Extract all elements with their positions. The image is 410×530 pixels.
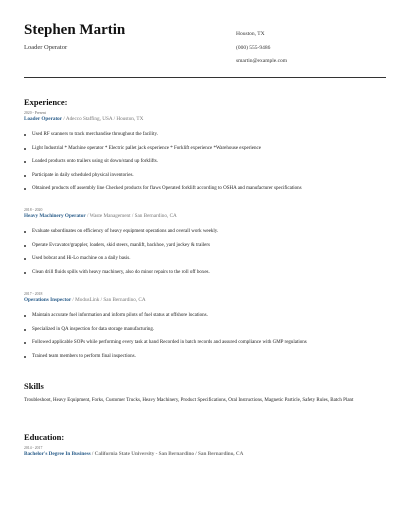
contact-block	[236, 28, 287, 69]
list-item: Followed applicable SOPs while performing every task at hand Recorded in batch records and assured compliance with GMP regulations	[24, 340, 386, 346]
job-dates: 2020 - Present	[24, 111, 46, 115]
job-role	[24, 213, 386, 220]
education-dates: 2014 - 2017	[24, 446, 43, 450]
contact-location: Houston, TX	[236, 31, 265, 37]
candidate-name: Stephen Martin	[24, 22, 126, 38]
skills-heading: Skills	[24, 381, 44, 391]
list-item: Obtained products off assembly line Checked products for flaws Operated forklift according to OSHA and manufacturer specifications	[24, 186, 386, 192]
job-org: / ModusLink / San Bernardino, CA	[71, 297, 146, 303]
list-item: Specialized in QA inspection for data storage manufacturing.	[24, 327, 386, 333]
list-item: Loaded products onto trailers using sit down/stand up forklifts.	[24, 159, 386, 165]
candidate-title: Loader Operator	[24, 44, 68, 51]
experience-heading: Experience:	[24, 97, 68, 107]
education-role	[24, 451, 386, 458]
job-position: Loader Operator	[24, 116, 63, 122]
job-role	[24, 116, 386, 123]
header-divider	[24, 77, 386, 78]
list-item: Light Industrial * Machine operator * Electric pallet jack experience * Forklift experience *Warehouse experience	[24, 146, 386, 152]
contact-email: smartin@example.com	[236, 58, 288, 64]
list-item: Used RF scanners to track merchandise throughout the facility.	[24, 132, 386, 138]
education-entry	[24, 446, 386, 458]
list-item: Used bobcat and Hi-Lo machine on a daily basis.	[24, 256, 386, 262]
education-degree: Bachelor's Degree In Business	[24, 451, 91, 457]
job-bullets	[24, 229, 386, 276]
skills-list: Troubleshoot, Heavy Equipment, Forks, Customer Trucks, Heavy Machinery, Product Specifications, Oral Instructions, Magnetic Particle, Safety Rules, Batch Plant	[24, 398, 354, 403]
list-item: Evaluate subordinates on efficiency of heavy equipment operations and overall work weekly.	[24, 229, 386, 235]
list-item: Operate Evcavator/grappler, loaders, skid steers, manlift, backhoe, yard jockey & trailers	[24, 243, 386, 249]
job-org: / Adecco Staffing, USA / Houston, TX	[62, 116, 144, 122]
job-position: Heavy Machinery Operator	[24, 213, 86, 219]
list-item: Participate in daily scheduled physical inventories.	[24, 173, 386, 179]
job-entry	[24, 111, 386, 192]
contact-phone: (000) 555-9486	[236, 44, 271, 51]
job-bullets	[24, 132, 386, 192]
job-position: Operations Inspector	[24, 297, 72, 303]
job-org: / Waste Management / San Bernardino, CA	[85, 213, 177, 219]
job-entry	[24, 292, 386, 360]
education-school: / California State University - San Bernardino / San Bernardino, CA	[90, 451, 244, 457]
list-item: Clean drill fluids spills with heavy machinery, also do minor repairs to the roll off boxes.	[24, 270, 386, 276]
list-item: Trained team members to perform final inspections.	[24, 354, 386, 360]
job-dates: 2018 - 2020	[24, 208, 43, 212]
job-role	[24, 297, 386, 304]
job-dates: 2017 - 2018	[24, 292, 43, 296]
list-item: Maintain accurate fuel information and inform pilots of fuel status at offshore locations.	[24, 313, 386, 319]
job-bullets	[24, 313, 386, 360]
job-entry	[24, 208, 386, 276]
resume-header	[24, 0, 386, 66]
education-heading: Education:	[24, 432, 65, 442]
